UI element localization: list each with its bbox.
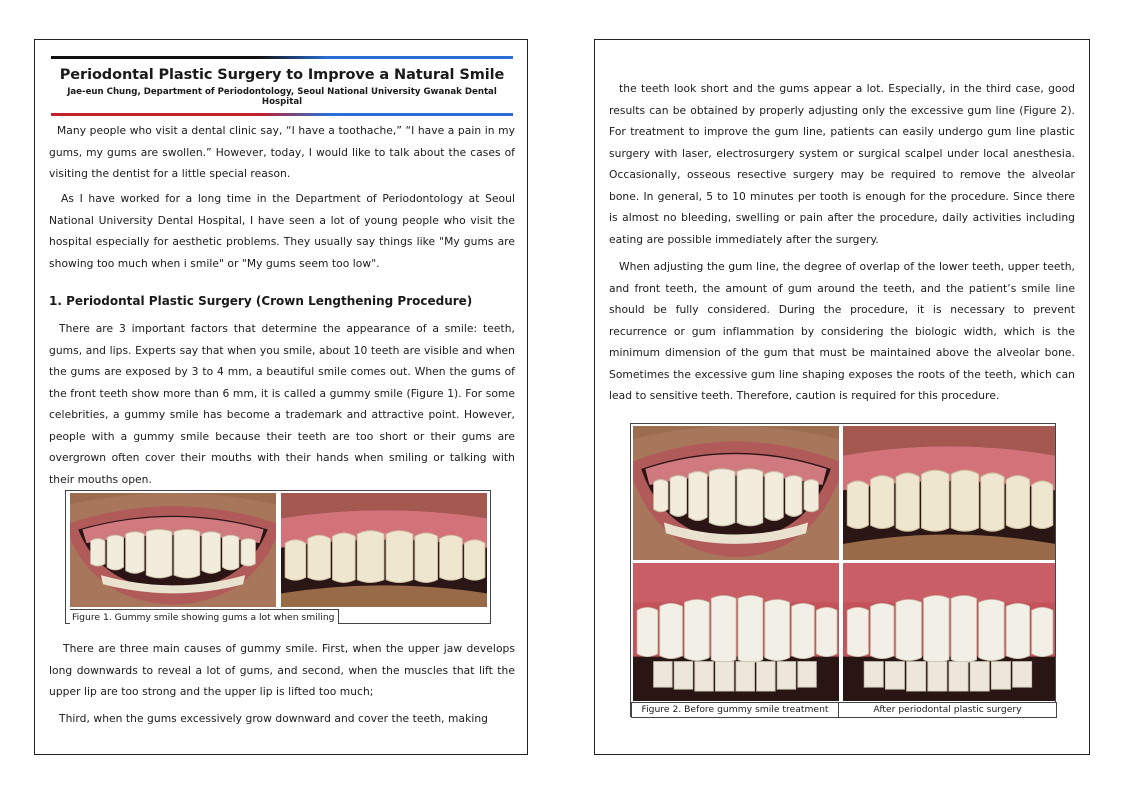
figure-1 bbox=[65, 490, 491, 624]
figure-2-caption-after: After periodontal plastic surgery bbox=[838, 702, 1057, 718]
figure-2-before-teeth-photo bbox=[633, 563, 839, 701]
title-rule-top bbox=[51, 56, 513, 59]
figure-1-caption: Figure 1. Gummy smile showing gums a lot when smiling bbox=[70, 609, 339, 624]
figure-2-caption-before: Figure 2. Before gummy smile treatment bbox=[631, 702, 839, 718]
title-rule-bottom bbox=[51, 113, 513, 116]
paragraph-smile-factors: There are 3 important factors that determine the appearance of a smile: teeth, gums, and lips. Experts say that when you smile, about 10 teeth are visible and when the gums are exposed by 3 to 4 mm, a beautiful smile comes out. When the gums of the front teeth show more than 6 mm, it is called a gummy smile (Figure 1). For some celebrities, a gummy smile has become a trademark and attractive point. However, people with a gummy smile because their teeth are too short or their gums are overgrown often cover their mouths with their hands when smiling or talking with their mouths open. bbox=[49, 322, 515, 486]
figure-2-after-smile-photo bbox=[843, 426, 1055, 560]
figure-2-before-smile-photo bbox=[633, 426, 839, 560]
figure-1-photo-right bbox=[281, 493, 487, 607]
section-heading: 1. Periodontal Plastic Surgery (Crown Lengthening Procedure) bbox=[49, 294, 473, 308]
paragraph-causes: There are three main causes of gummy smile. First, when the upper jaw develops long downwards to reveal a lot of gums, and second, when the muscles that lift the upper lip are too strong and the upper lip is lifted too much; bbox=[49, 642, 515, 698]
paragraph-third-cause: Third, when the gums excessively grow downward and cover the teeth, making bbox=[59, 712, 489, 725]
paragraph-gum-line: When adjusting the gum line, the degree of overlap of the lower teeth, upper teeth, and front teeth, the amount of gum around the teeth, and the patient’s smile line should be fully considered. During the procedure, it is necessary to prevent recurrence or gum inflammation by considering the biologic width, which is the minimum dimension of the gum that must be maintained above the alveolar bone. Sometimes the excessive gum line shaping exposes the roots of the teeth, which can lead to sensitive teeth. Therefore, caution is required for this procedure. bbox=[609, 260, 1075, 402]
title-block bbox=[51, 56, 513, 116]
figure-2 bbox=[630, 423, 1056, 717]
right-page bbox=[594, 39, 1090, 755]
paragraph-intro: Many people who visit a dental clinic say, “I have a toothache,” “I have a pain in my gums, my gums are swollen.” However, today, I would like to talk about the cases of visiting the dentist for a little special reason. bbox=[49, 124, 515, 180]
left-page bbox=[34, 39, 528, 755]
figure-2-after-teeth-photo bbox=[843, 563, 1055, 701]
paragraph-continued: the teeth look short and the gums appear a lot. Especially, in the third case, good results can be obtained by properly adjusting only the excessive gum line (Figure 2). For treatment to improve the gum line, patients can easily undergo gum line plastic surgery with laser, electrosurgery system or surgical scalpel under local anesthesia. Occasionally, osseous resective surgery may be required to remove the alveolar bone. In general, 5 to 10 minutes per tooth is enough for the procedure. Since there is almost no bleeding, swelling or pain after the procedure, daily activities including eating are possible immediately after the surgery. bbox=[609, 82, 1075, 246]
paragraph-experience: As I have worked for a long time in the Department of Periodontology at Seoul National University Dental Hospital, I have seen a lot of young people who visit the hospital especially for aesthetic problems. They usually say things like "My gums are showing too much when i smile" or "My gums seem too low". bbox=[49, 192, 515, 270]
author-line: Jae-eun Chung, Department of Periodontology, Seoul National University Gwanak Dental Hospital bbox=[67, 87, 497, 107]
page-title: Periodontal Plastic Surgery to Improve a Natural Smile bbox=[59, 67, 505, 83]
figure-1-photo-left bbox=[70, 493, 276, 607]
